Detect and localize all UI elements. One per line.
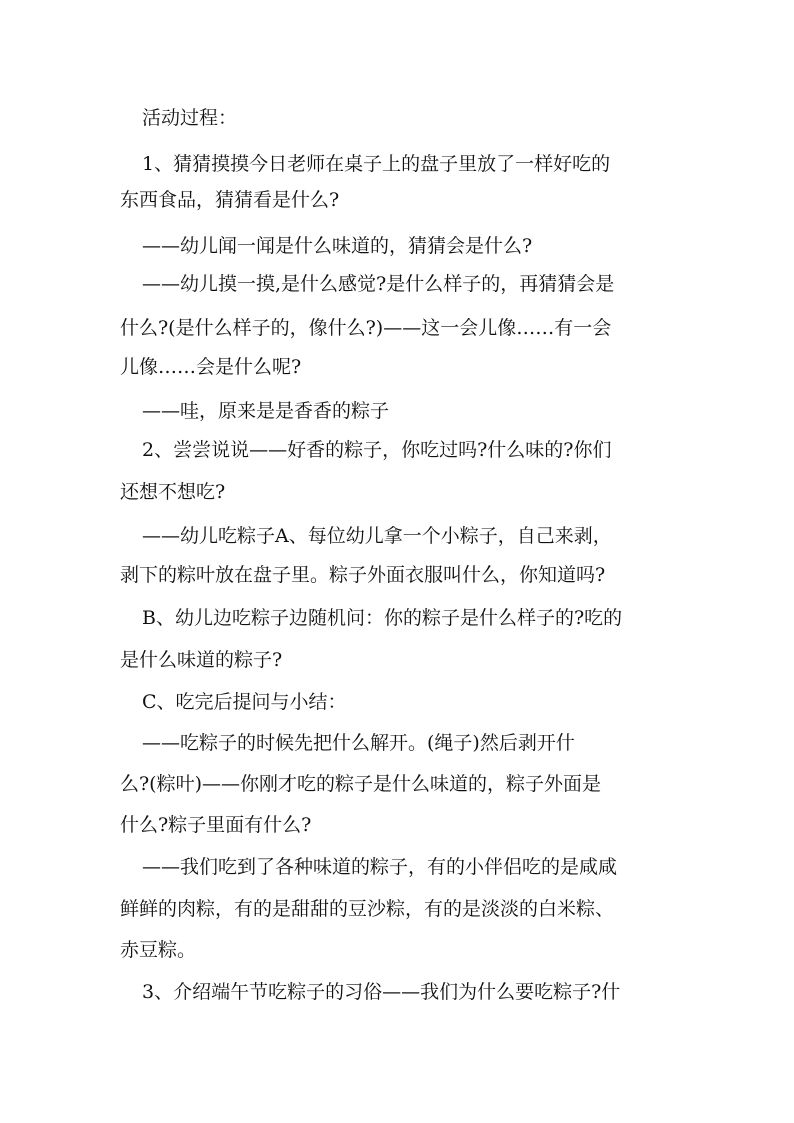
paragraph-line: C、吃完后提问与小结： bbox=[142, 691, 347, 713]
paragraph-line: ——幼儿闻一闻是什么味道的，猜猜会是什么? bbox=[142, 235, 533, 257]
paragraph-line: ——幼儿摸一摸,是什么感觉?是什么样子的，再猜猜会是 bbox=[142, 273, 615, 295]
paragraph-line: ——吃粽子的时候先把什么解开。(绳子)然后剥开什 bbox=[142, 732, 575, 754]
paragraph-line: 什么?(是什么样子的，像什么?)——这一会儿像……有一会 bbox=[120, 317, 612, 339]
paragraph-line: 3、介绍端午节吃粽子的习俗——我们为什么要吃粽子?什 bbox=[142, 981, 621, 1003]
paragraph-line: 么?(粽叶)——你刚才吃的粽子是什么味道的，粽子外面是 bbox=[120, 773, 602, 795]
paragraph-line: 赤豆粽。 bbox=[120, 939, 197, 961]
paragraph-line: 1、猜猜摸摸今日老师在桌子上的盘子里放了一样好吃的 bbox=[142, 153, 611, 175]
paragraph-line: 2、尝尝说说——好香的粽子，你吃过吗?什么味的?你们 bbox=[142, 439, 612, 461]
paragraph-line: 什么?粽子里面有什么? bbox=[120, 814, 312, 836]
paragraph-line: ——幼儿吃粽子A、每位幼儿拿一个小粽子，自己来剥， bbox=[142, 525, 612, 547]
paragraph-line: ——哇，原来是是香香的粽子 bbox=[142, 400, 390, 422]
paragraph-line: 是什么味道的粽子? bbox=[120, 649, 283, 671]
paragraph-line: 儿像……会是什么呢? bbox=[120, 356, 302, 378]
paragraph-line: 还想不想吃? bbox=[120, 481, 226, 503]
paragraph-line: 鲜鲜的肉粽，有的是甜甜的豆沙粽，有的是淡淡的白米粽、 bbox=[120, 898, 615, 920]
paragraph-line: ——我们吃到了各种味道的粽子，有的小伴侣吃的是咸咸 bbox=[142, 856, 618, 878]
paragraph-line: 东西食品，猜猜看是什么? bbox=[120, 189, 340, 211]
paragraph-line: B、幼儿边吃粽子边随机问：你的粽子是什么样子的?吃的 bbox=[142, 607, 623, 629]
paragraph-line: 剥下的粽叶放在盘子里。粽子外面衣服叫什么，你知道吗? bbox=[120, 564, 606, 586]
section-heading: 活动过程： bbox=[142, 107, 238, 129]
